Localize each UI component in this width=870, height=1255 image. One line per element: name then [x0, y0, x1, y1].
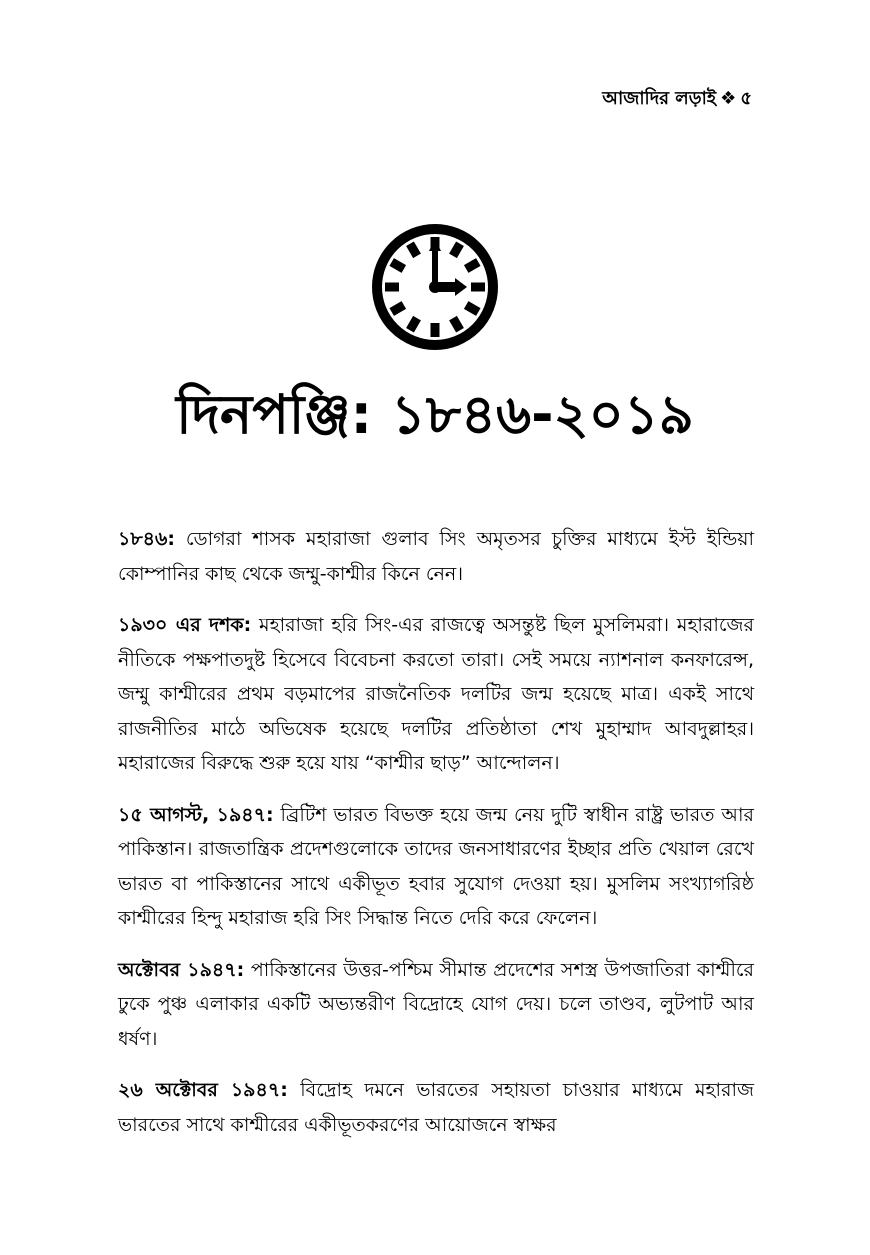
timeline-body [118, 522, 754, 1159]
entry-text: ডোগরা শাসক মহারাজা গুলাব সিং অমৃতসর চুক্তির মাধ্যমে ইস্ট ইন্ডিয়া কোম্পানির কাছ থেকে জম্মু-কাশ্মীর কিনে নেন। [118, 528, 754, 585]
entry-date: ১৯৩০ এর দশক: [118, 614, 252, 636]
entry-text: বিদ্রোহ দমনে ভারতের সহায়তা চাওয়ার মাধ্যমে মহারাজ ভারতের সাথে কাশ্মীরের একীভূতকরণের আয়োজনে স্বাক্ষর [118, 1079, 754, 1136]
timeline-entry [118, 522, 754, 591]
separator-ornament: ❖ [720, 88, 737, 109]
timeline-entry [118, 798, 754, 936]
timeline-entry [118, 608, 754, 781]
entry-text: ব্রিটিশ ভারত বিভক্ত হয়ে জন্ম নেয় দুটি স্বাধীন রাষ্ট্র ভারত আর পাকিস্তান। রাজতান্ত্রিক প্রদেশগুলোকে তাদের জনসাধারণের ইচ্ছার প্রতি খেয়াল রেখে ভারত বা পাকিস্তানের সাথে একীভূত হবার সুযোগ দেওয়া হয়। মুসলিম সংখ্যাগরিষ্ঠ কাশ্মীরের হিন্দু মহারাজ হরি সিং সিদ্ধান্ত নিতে দেরি করে ফেলেন। [118, 803, 754, 929]
entry-date: ১৫ আগস্ট, ১৯৪৭: [118, 803, 274, 826]
running-header [602, 84, 752, 115]
timeline-entry [118, 953, 754, 1057]
timeline-entry [118, 1073, 754, 1142]
entry-date: ২৬ অক্টোবর ১৯৪৭: [118, 1079, 288, 1101]
chapter-title: দিনপঞ্জি: ১৮৪৬-২০১৯ [176, 383, 694, 446]
entry-text: পাকিস্তানের উত্তর-পশ্চিম সীমান্ত প্রদেশের সশস্ত্র উপজাতিরা কাশ্মীরে ঢুকে পুঞ্চ এলাকার একটি অভ্যন্তরীণ বিদ্রোহে যোগ দেয়। চলে তাণ্ডব, লুটপাট আর ধর্ষণ। [118, 958, 754, 1050]
entry-date: ১৮৪৬: [118, 528, 175, 550]
page-number: ৫ [740, 88, 752, 109]
entry-date: অক্টোবর ১৯৪৭: [118, 958, 245, 981]
book-title: আজাদির লড়াই [602, 88, 717, 109]
clock-icon [369, 221, 501, 353]
entry-text: মহারাজা হরি সিং-এর রাজত্বে অসন্তুষ্ট ছিল মুসলিমরা। মহারাজের নীতিকে পক্ষপাতদুষ্ট হিসেবে বিবেচনা করতো তারা। সেই সময়ে ন্যাশনাল কনফারেন্স, জম্মু কাশ্মীরের প্রথম বড়মাপের রাজনৈতিক দলটির জন্ম হয়েছে মাত্র। একই সাথে রাজনীতির মাঠে অভিষেক হয়েছে দলটির প্রতিষ্ঠাতা শেখ মুহাম্মাদ আবদুল্লাহর। মহারাজের বিরুদ্ধে শুরু হয়ে যায় “কাশ্মীর ছাড়” আন্দোলন। [118, 614, 754, 774]
